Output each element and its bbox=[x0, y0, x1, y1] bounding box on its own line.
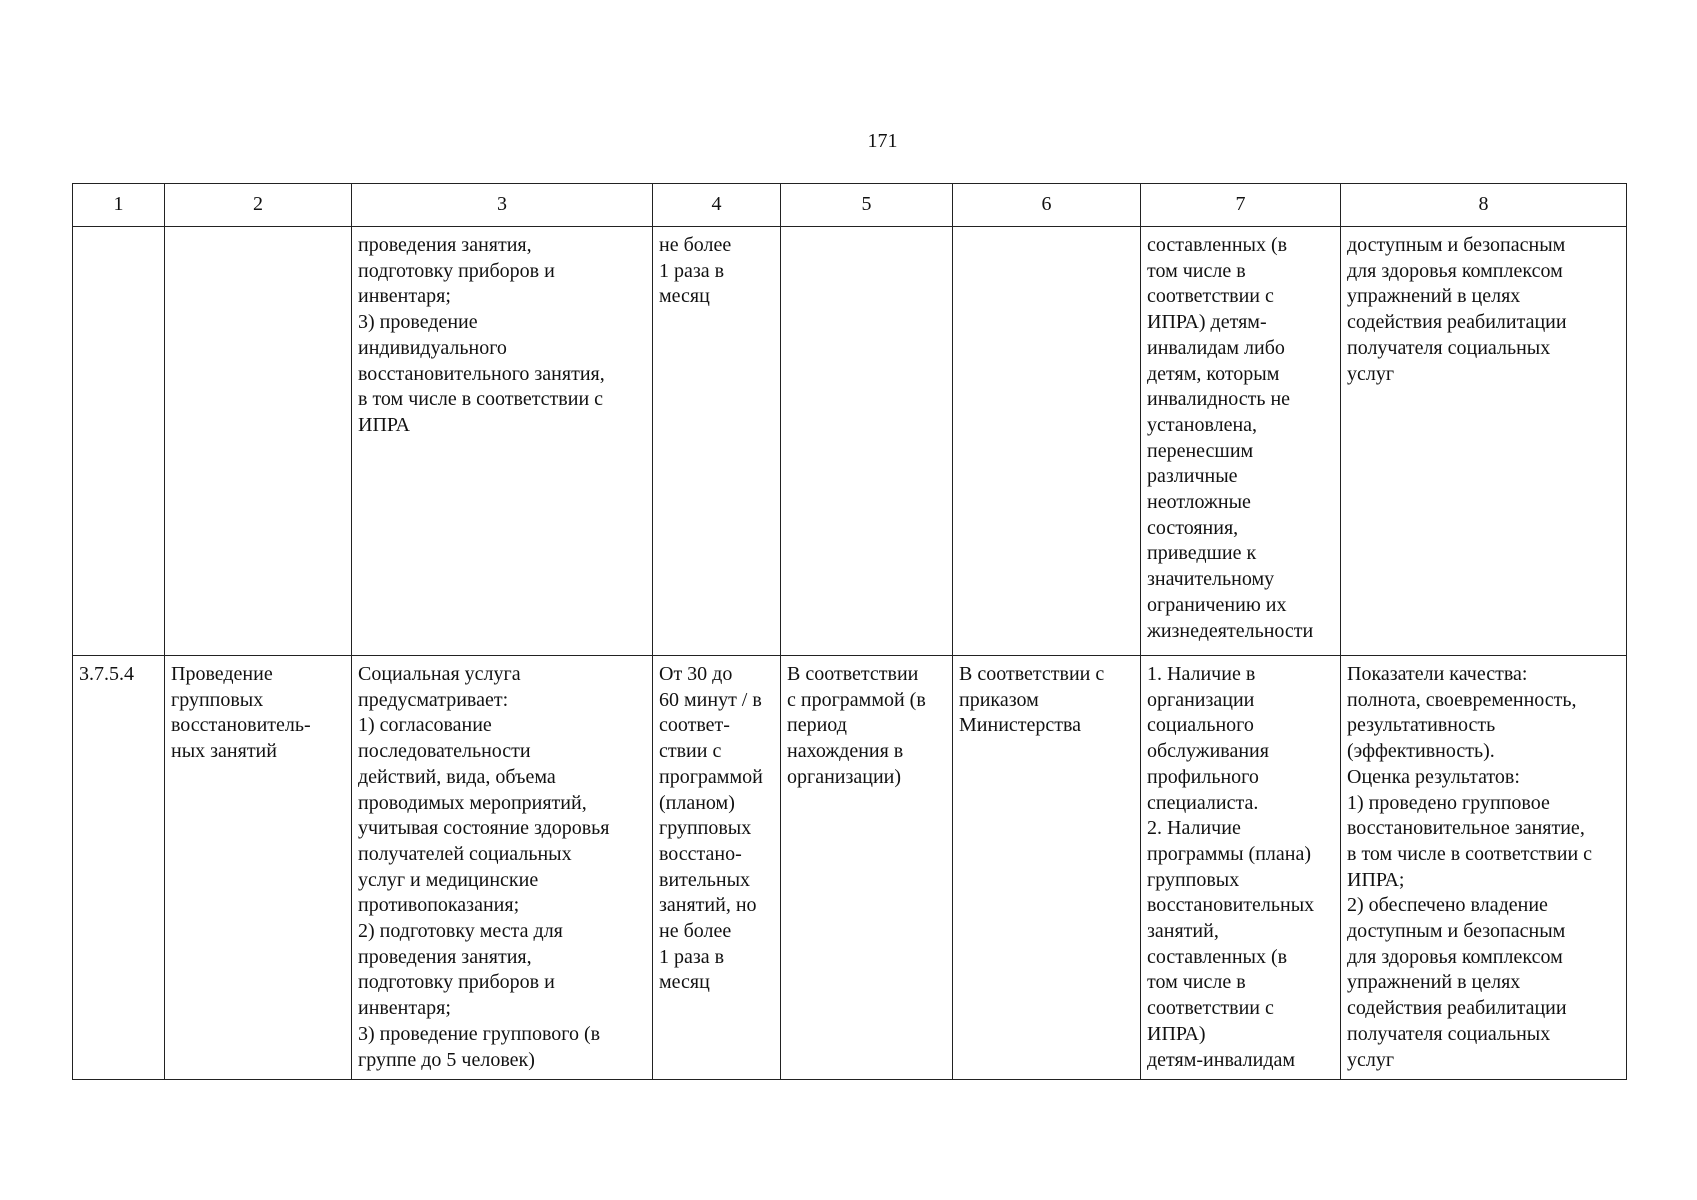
column-number-2: 2 bbox=[165, 184, 352, 227]
table-row-3-7-5-4 bbox=[73, 656, 1627, 1080]
cell-service-name: Проведение групповых восстановитель- ных занятий bbox=[165, 656, 352, 1080]
cell-duration: не более 1 раза в месяц bbox=[653, 227, 781, 656]
cell-tariff: В соответствии с приказом Министерства bbox=[953, 656, 1141, 1080]
cell-quality-indicators: доступным и безопасным для здоровья комплексом упражнений в целях содействия реабилитации получателя социальных услуг bbox=[1341, 227, 1627, 656]
column-number-4: 4 bbox=[653, 184, 781, 227]
cell-number: 3.7.5.4 bbox=[73, 656, 165, 1080]
column-number-row bbox=[73, 184, 1627, 227]
cell-conditions: 1. Наличие в организации социального обслуживания профильного специалиста. 2. Наличие программы (плана) групповых восстановительных занятий, составленных (в том числе в соответствии с ИПРА) детям-инвалидам bbox=[1141, 656, 1341, 1080]
column-number-3: 3 bbox=[352, 184, 653, 227]
cell-duration: От 30 до 60 минут / в соответ- ствии с программой (планом) групповых восстано- вительных занятий, но не более 1 раза в месяц bbox=[653, 656, 781, 1080]
column-number-7: 7 bbox=[1141, 184, 1341, 227]
services-table bbox=[72, 183, 1627, 1080]
column-number-1: 1 bbox=[73, 184, 165, 227]
page-number: 171 bbox=[867, 130, 898, 152]
column-number-8: 8 bbox=[1341, 184, 1627, 227]
cell-period bbox=[781, 227, 953, 656]
cell-service-name bbox=[165, 227, 352, 656]
cell-service-description: Социальная услуга предусматривает: 1) согласование последовательности действий, вида, объема проводимых мероприятий, учитывая состояние здоровья получателей социальных услуг и медицинские противопоказания; 2) подготовку места для проведения занятия, подготовку приборов и инвентаря; 3) проведение группового (в группе до 5 человек) bbox=[352, 656, 653, 1080]
cell-service-description: проведения занятия, подготовку приборов и инвентаря; 3) проведение индивидуального восстановительного занятия, в том числе в соответствии с ИПРА bbox=[352, 227, 653, 656]
cell-number bbox=[73, 227, 165, 656]
cell-tariff bbox=[953, 227, 1141, 656]
cell-quality-indicators: Показатели качества: полнота, своевременность, результативность (эффективность). Оценка результатов: 1) проведено групповое восстановительное занятие, в том числе в соответствии с ИПРА; 2) обеспечено владение доступным и безопасным для здоровья комплексом упражнений в целях содействия реабилитации получателя социальных услуг bbox=[1341, 656, 1627, 1080]
column-number-5: 5 bbox=[781, 184, 953, 227]
cell-period: В соответствии с программой (в период нахождения в организации) bbox=[781, 656, 953, 1080]
table-row-continued bbox=[73, 227, 1627, 656]
column-number-6: 6 bbox=[953, 184, 1141, 227]
cell-conditions: составленных (в том числе в соответствии с ИПРА) детям- инвалидам либо детям, которым инвалидность не установлена, перенесшим различные неотложные состояния, приведшие к значительному ограничению их жизнедеятельности bbox=[1141, 227, 1341, 656]
